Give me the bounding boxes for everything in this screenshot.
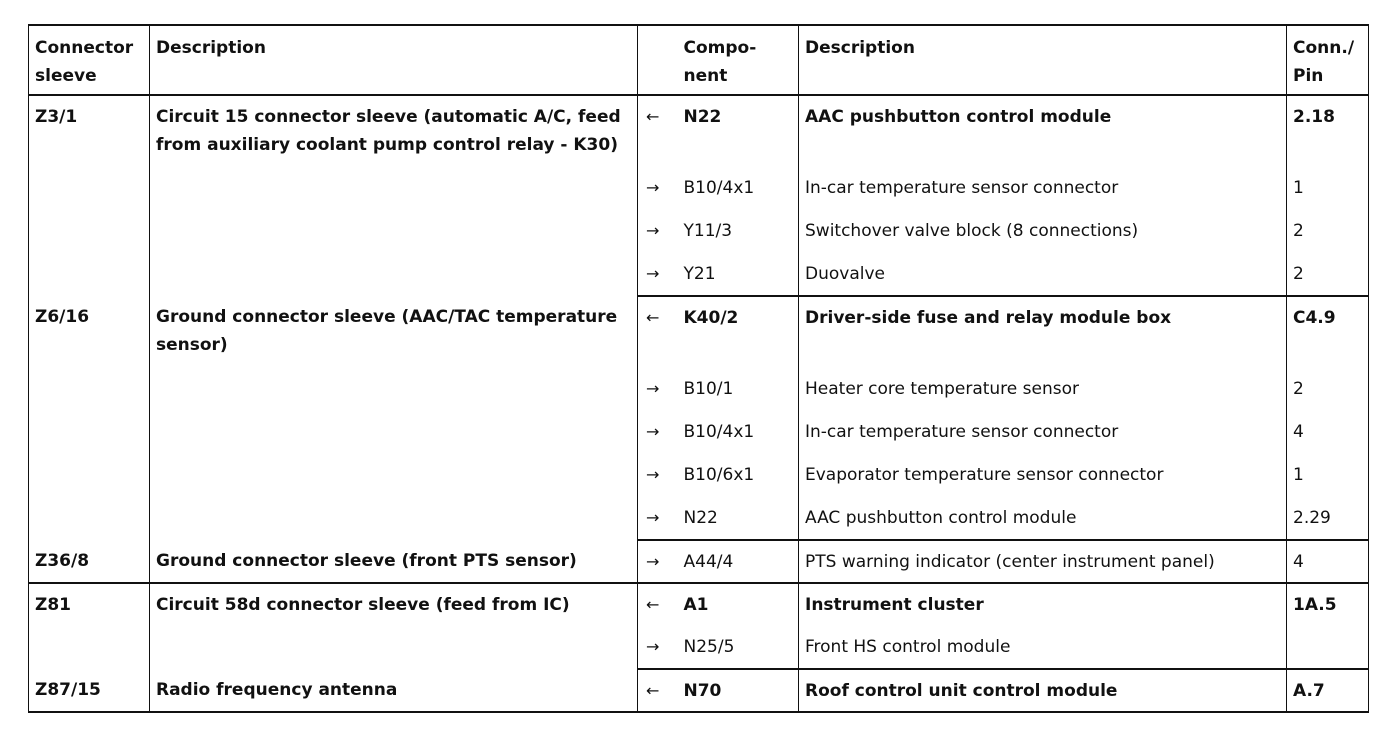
- component-description: Evaporator temperature sensor connector: [799, 454, 1287, 497]
- table-row: [29, 540, 1369, 583]
- direction-arrow: ←: [638, 669, 678, 712]
- component-description: Heater core temperature sensor: [799, 368, 1287, 411]
- connector-pin: 2.18: [1287, 95, 1369, 167]
- connector-sleeve-description: Circuit 15 connector sleeve (automatic A/C, feed from auxiliary coolant pump control relay - K30): [150, 95, 638, 296]
- table-row: [29, 583, 1369, 626]
- component-code: N70: [678, 669, 799, 712]
- direction-arrow: →: [638, 454, 678, 497]
- component-code: A44/4: [678, 540, 799, 583]
- connector-sleeve-table: [28, 24, 1369, 713]
- component-description: Roof control unit control module: [799, 669, 1287, 712]
- component-code: N22: [678, 497, 799, 540]
- header-connector-sleeve: Connector sleeve: [29, 25, 150, 95]
- component-code: Y11/3: [678, 210, 799, 253]
- table-row: [29, 669, 1369, 712]
- component-description: Switchover valve block (8 connections): [799, 210, 1287, 253]
- header-conn-pin: Conn./ Pin: [1287, 25, 1369, 95]
- connector-sleeve-description: Ground connector sleeve (AAC/TAC temperature sensor): [150, 296, 638, 540]
- header-component-description: Description: [799, 25, 1287, 95]
- connector-pin: 1: [1287, 454, 1369, 497]
- component-code: B10/4x1: [678, 167, 799, 210]
- component-code: N25/5: [678, 626, 799, 669]
- header-arrow-spacer: [638, 25, 678, 95]
- component-description: AAC pushbutton control module: [799, 95, 1287, 167]
- table-row: [29, 296, 1369, 368]
- direction-arrow: →: [638, 626, 678, 669]
- connector-pin: 2.29: [1287, 497, 1369, 540]
- component-description: Front HS control module: [799, 626, 1287, 669]
- direction-arrow: →: [638, 497, 678, 540]
- component-code: N22: [678, 95, 799, 167]
- table-row: [29, 95, 1369, 167]
- connector-pin: 2: [1287, 210, 1369, 253]
- component-description: In-car temperature sensor connector: [799, 411, 1287, 454]
- header-description: Description: [150, 25, 638, 95]
- connector-sleeve-id: Z81: [29, 583, 150, 669]
- connector-sleeve-id: Z87/15: [29, 669, 150, 712]
- component-description: Driver-side fuse and relay module box: [799, 296, 1287, 368]
- connector-sleeve-description: Radio frequency antenna: [150, 669, 638, 712]
- connector-pin: 2: [1287, 253, 1369, 296]
- connector-pin: 4: [1287, 411, 1369, 454]
- connector-pin: 1: [1287, 167, 1369, 210]
- connector-pin: A.7: [1287, 669, 1369, 712]
- connector-sleeve-id: Z6/16: [29, 296, 150, 540]
- connector-pin: 4: [1287, 540, 1369, 583]
- direction-arrow: →: [638, 368, 678, 411]
- connector-pin: [1287, 626, 1369, 669]
- component-description: Instrument cluster: [799, 583, 1287, 626]
- component-code: B10/6x1: [678, 454, 799, 497]
- connector-sleeve-id: Z3/1: [29, 95, 150, 296]
- component-description: AAC pushbutton control module: [799, 497, 1287, 540]
- component-description: In-car temperature sensor connector: [799, 167, 1287, 210]
- table-body: [29, 95, 1369, 712]
- component-code: K40/2: [678, 296, 799, 368]
- header-component: Compo- nent: [678, 25, 799, 95]
- component-description: PTS warning indicator (center instrument panel): [799, 540, 1287, 583]
- direction-arrow: ←: [638, 296, 678, 368]
- direction-arrow: →: [638, 210, 678, 253]
- component-code: B10/1: [678, 368, 799, 411]
- connector-sleeve-description: Circuit 58d connector sleeve (feed from IC): [150, 583, 638, 669]
- connector-sleeve-id: Z36/8: [29, 540, 150, 583]
- connector-pin: 1A.5: [1287, 583, 1369, 626]
- component-description: Duovalve: [799, 253, 1287, 296]
- direction-arrow: →: [638, 253, 678, 296]
- direction-arrow: ←: [638, 583, 678, 626]
- direction-arrow: →: [638, 167, 678, 210]
- connector-sleeve-description: Ground connector sleeve (front PTS sensor): [150, 540, 638, 583]
- connector-pin: C4.9: [1287, 296, 1369, 368]
- component-code: B10/4x1: [678, 411, 799, 454]
- direction-arrow: →: [638, 411, 678, 454]
- component-code: A1: [678, 583, 799, 626]
- header-row: [29, 25, 1369, 95]
- component-code: Y21: [678, 253, 799, 296]
- direction-arrow: ←: [638, 95, 678, 167]
- connector-pin: 2: [1287, 368, 1369, 411]
- direction-arrow: →: [638, 540, 678, 583]
